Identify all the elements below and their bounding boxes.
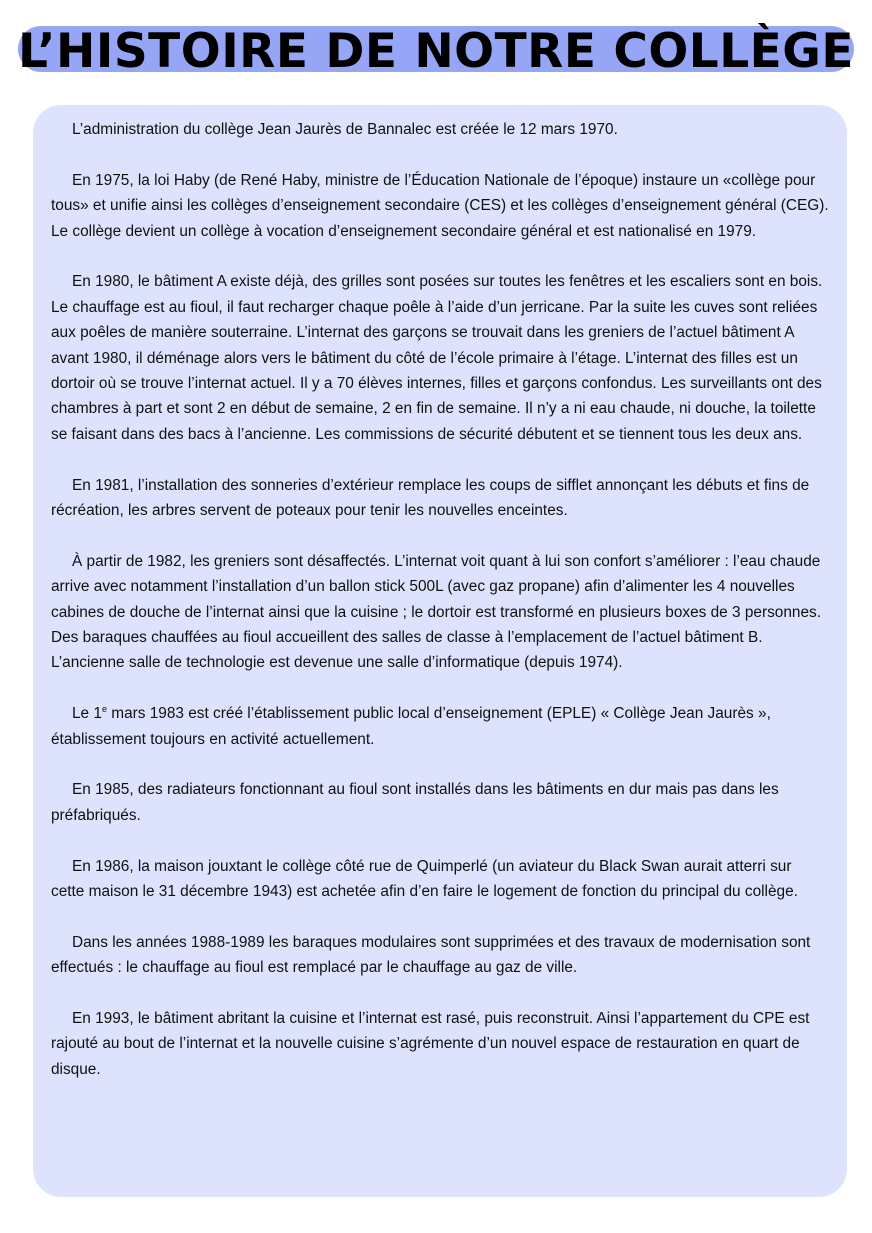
paragraph-1986: En 1986, la maison jouxtant le collège côté rue de Quimperlé (un aviateur du Black Swan aurait atterri sur cette maison le 31 décembre 1943) est achetée afin d’en faire le logement de fonction du principal du collège.	[51, 857, 798, 901]
content-panel	[33, 105, 847, 1197]
paragraph-1980: En 1980, le bâtiment A existe déjà, des grilles sont posées sur toutes les fenêtres et les escaliers sont en bois. Le chauffage est au fioul, il faut recharger chaque poêle à l’aide d’un jerricane. Par la suite les cuves sont reliées aux poêles de manière souterraine. L’internat des garçons se trouvait dans les greniers de l’actuel bâtiment A avant 1980, il déménage alors vers le bâtiment du côté de l’école primaire à l’étage. L’internat des filles est un dortoir où se trouve l’internat actuel. Il y a 70 élèves internes, filles et garçons confondus. Les surveillants ont des chambres à part et sont 2 en début de semaine, 2 en fin de semaine. Il n’y a ni eau chaude, ni douche, la toilette se faisant dans des bacs à l’ancienne. Les commissions de sécurité débutent et se tiennent tous les deux ans.	[51, 273, 823, 443]
paragraph-1970: L’administration du collège Jean Jaurès de Bannalec est créée le 12 mars 1970.	[72, 121, 618, 138]
paragraph-1983-end: mars 1983 est créé l’établissement public local d’enseignement (EPLE) « Collège Jean Jaurès », établissement toujours en activité actuellement.	[51, 705, 771, 748]
paragraph-1985: En 1985, des radiateurs fonctionnant au fioul sont installés dans les bâtiments en dur mais pas dans les préfabriqués.	[51, 781, 779, 824]
paragraph-1983-start: Le 1	[72, 705, 102, 723]
ordinal-superscript: e	[101, 704, 107, 715]
paragraph-1982: À partir de 1982, les greniers sont désaffectés. L’internat voit quant à lui son confort s’améliorer : l’eau chaude arrive avec notamment l’installation d’un ballon stick 500L (avec gaz propane) afin d’alimenter les 4 nouvelles cabines de douche de l’internat ainsi que la cuisine ; le dortoir est transformé en plusieurs boxes de 3 personnes. Des baraques chauffées au fioul accueillent des salles de classe à l’emplacement de l’actuel bâtiment B. L’ancienne salle de technologie est devenue une salle d’informatique (depuis 1974).	[51, 552, 821, 672]
paragraph-1983	[51, 701, 829, 752]
paragraph-1988-1989: Dans les années 1988-1989 les baraques modulaires sont supprimées et des travaux de modernisation sont effectués : le chauffage au fioul est remplacé par le chauffage au gaz de ville.	[51, 933, 811, 977]
paragraph-1993: En 1993, le bâtiment abritant la cuisine et l’internat est rasé, puis reconstruit. Ainsi l’appartement du CPE est rajouté au bout de l’internat et la nouvelle cuisine s’agrémente d’un nouvel espace de restauration en quart de disque.	[51, 1010, 810, 1078]
page-title: L’HISTOIRE DE NOTRE COLLÈGE	[18, 24, 854, 79]
paragraph-1981: En 1981, l’installation des sonneries d’extérieur remplace les coups de sifflet annonçant les débuts et fins de récréation, les arbres servent de poteaux pour tenir les nouvelles enceintes.	[51, 476, 810, 520]
paragraph-1975: En 1975, la loi Haby (de René Haby, ministre de l’Éducation Nationale de l’époque) instaure un «collège pour tous» et unifie ainsi les collèges d’enseignement secondaire (CES) et les collèges d’enseignement général (CEG). Le collège devient un collège à vocation d’enseignement secondaire général et est nationalisé en 1979.	[51, 171, 829, 240]
